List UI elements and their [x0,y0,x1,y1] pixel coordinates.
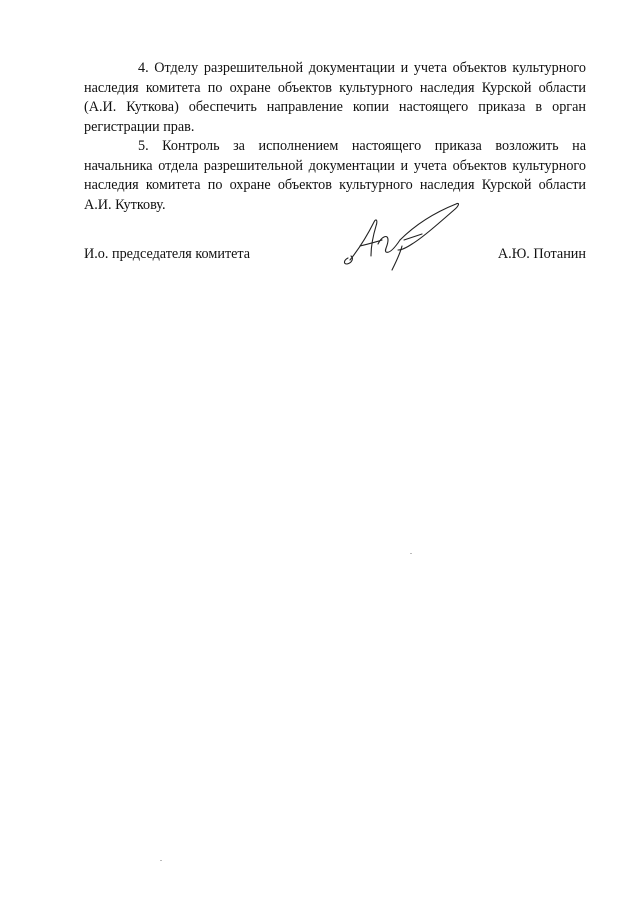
scan-speck [410,553,412,554]
paragraph-5: 5. Контроль за исполнением настоящего приказа возложить на начальника отдела разрешительной документации и учета объектов культурного наследия комитета по охране объектов культурного наследия Курской области А.И. Куткову. [84,138,586,213]
document-body [84,59,586,215]
signature-row [84,246,586,268]
signatory-title: И.о. председателя комитета [84,246,251,262]
signatory-name: А.Ю. Потанин [497,246,586,262]
paragraph-4: 4. Отделу разрешительной документации и учета объектов культурного наследия комитета по охране объектов культурного наследия Курской области (А.И. Куткова) обеспечить направление копии настоящего приказа в орган регистрации прав. [84,60,586,135]
scan-speck [160,860,162,861]
